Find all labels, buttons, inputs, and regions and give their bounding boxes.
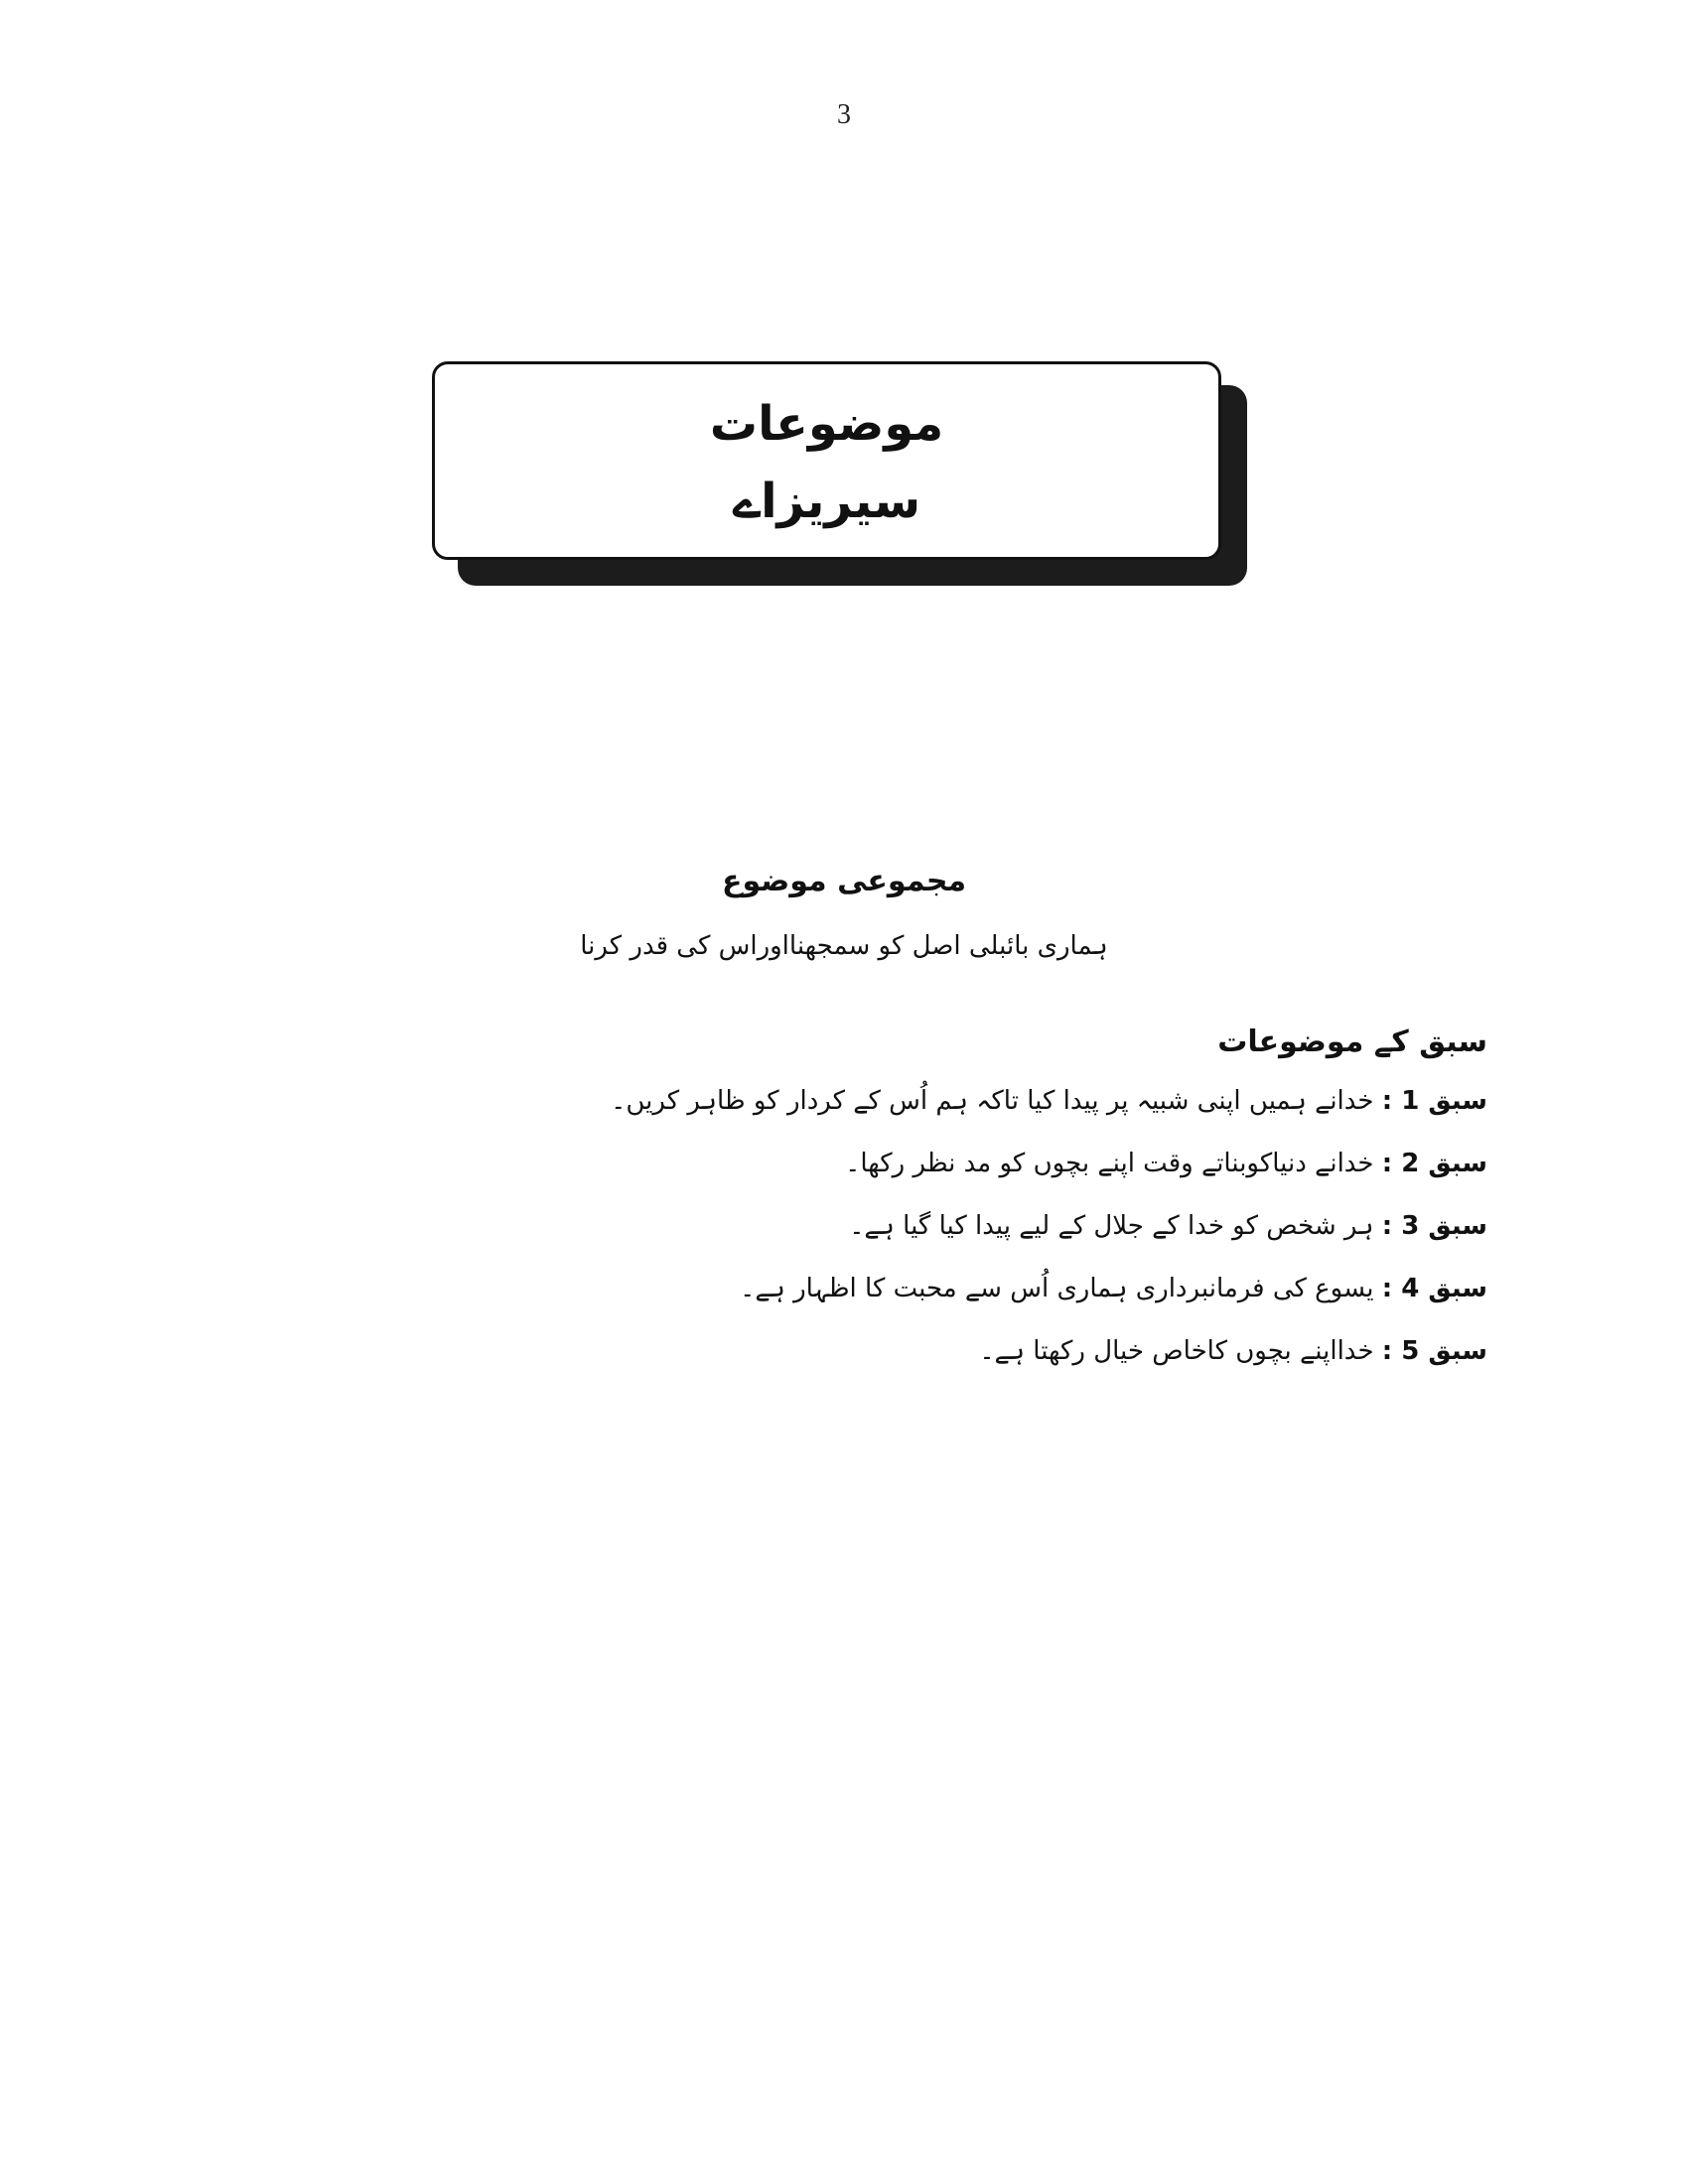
overall-theme-text: ہماری بائبلی اصل کو سمجھنااوراس کی قدر کرنا (580, 931, 1108, 961)
lesson-item-4 (594, 1270, 1487, 1307)
lesson-topics-section (594, 1023, 1487, 1395)
lesson-item-5 (594, 1332, 1487, 1370)
page-number: 3 (837, 99, 851, 130)
title-box (432, 361, 1221, 560)
lesson-text: خدانے دنیاکوبناتے وقت اپنے بچوں کو مد نظر رکھا۔ (845, 1149, 1374, 1178)
lesson-item-1 (594, 1082, 1487, 1120)
lesson-list (594, 1082, 1487, 1370)
lesson-text: خدااپنے بچوں کاخاص خیال رکھتا ہے۔ (979, 1336, 1374, 1366)
lesson-item-2 (594, 1145, 1487, 1182)
title-topics: موضوعات (709, 396, 944, 452)
title-series: سیریزاے (732, 474, 921, 529)
lesson-text: یسوع کی فرمانبرداری ہماری اُس سے محبت کا اظہار ہے۔ (740, 1274, 1374, 1303)
lesson-label: سبق 1 : (1381, 1086, 1487, 1116)
lesson-text: خدانے ہمیں اپنی شبیہ پر پیدا کیا تاکہ ہم اُس کے کردار کو ظاہر کریں۔ (611, 1086, 1374, 1116)
lesson-label: سبق 5 : (1381, 1336, 1487, 1366)
lesson-topics-heading: سبق کے موضوعات (1217, 1024, 1487, 1059)
lesson-text: ہر شخص کو خدا کے جلال کے لیے پیدا کیا گیا ہے۔ (849, 1211, 1374, 1241)
lesson-item-3 (594, 1207, 1487, 1245)
lesson-label: سبق 4 : (1381, 1274, 1487, 1303)
overall-theme-heading: مجموعی موضوع (721, 864, 967, 898)
lesson-label: سبق 3 : (1381, 1211, 1487, 1241)
lesson-label: سبق 2 : (1381, 1149, 1487, 1178)
